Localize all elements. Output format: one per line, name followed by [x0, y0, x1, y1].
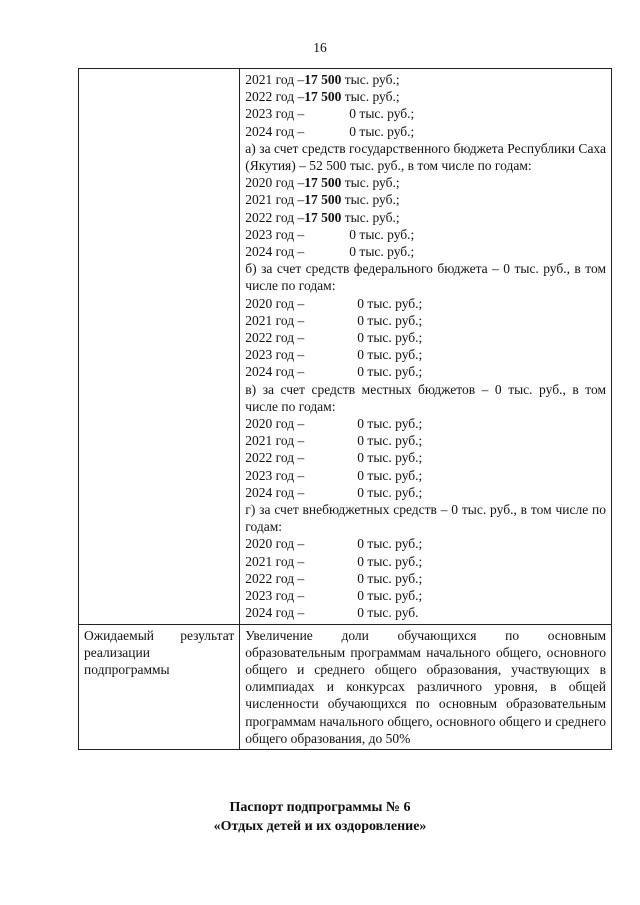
year-unit: тыс. руб.;	[341, 89, 400, 105]
funding-year-line	[245, 243, 606, 260]
year-amount: 17 500	[304, 192, 342, 208]
subprogram-heading-line1: Паспорт подпрограммы № 6	[229, 800, 411, 815]
year-label: 2021 год –	[245, 312, 305, 328]
year-amount: 0	[357, 536, 365, 552]
year-amount: 0	[357, 330, 365, 346]
year-amount: 0	[357, 588, 365, 604]
result-row	[79, 624, 612, 749]
year-unit: тыс. руб.;	[364, 330, 423, 346]
subprogram-heading-line2: «Отдых детей и их оздоровление»	[213, 819, 427, 834]
year-amount: 0	[349, 106, 357, 122]
year-label: 2021 год –	[245, 72, 305, 87]
year-amount: 0	[357, 605, 365, 621]
year-label: 2022 год –	[245, 570, 305, 586]
year-label: 2024 год –	[245, 123, 305, 139]
funding-year-line	[245, 295, 606, 312]
year-label: 2021 год –	[245, 433, 305, 449]
funding-year-line	[245, 484, 606, 501]
year-unit: тыс. руб.;	[341, 175, 400, 191]
result-text: Увеличение доли обучающихся по основным образовательным программам начального общего, основного общего и среднего общего образования, участвующих в олимпиадах и конкурсах различного уровня, в общей численности обучающихся по основным образовательным программам начального общего, основного общего и среднего общего образования, до 50%	[240, 624, 612, 749]
year-label: 2023 год –	[245, 588, 305, 604]
year-amount: 17 500	[304, 175, 342, 191]
year-unit: тыс. руб.;	[364, 347, 423, 363]
year-unit: тыс. руб.;	[364, 450, 423, 466]
funding-year-line	[245, 467, 606, 484]
year-amount: 0	[357, 467, 365, 483]
funding-year-line	[245, 363, 606, 380]
year-unit: тыс. руб.;	[341, 209, 400, 225]
section-a-title: а) за счет средств государственного бюджета Республики Саха (Якутия) – 52 500 тыс. руб., в том числе по годам:	[245, 140, 606, 174]
year-amount: 0	[357, 416, 365, 432]
year-amount: 0	[357, 484, 365, 500]
funding-year-line	[245, 226, 606, 243]
year-amount: 0	[349, 226, 357, 242]
year-unit: тыс. руб.;	[356, 226, 415, 242]
funding-row	[79, 69, 612, 625]
year-unit: тыс. руб.;	[341, 72, 400, 87]
funding-year-line	[245, 587, 606, 604]
section-a-years	[245, 174, 606, 260]
year-unit: тыс. руб.;	[356, 106, 415, 122]
funding-year-line	[245, 312, 606, 329]
year-amount: 17 500	[304, 209, 342, 225]
section-v-years	[245, 415, 606, 501]
year-label: 2021 год –	[245, 553, 305, 569]
year-label: 2020 год –	[245, 416, 305, 432]
year-unit: тыс. руб.;	[364, 364, 423, 380]
year-unit: тыс. руб.;	[364, 553, 423, 569]
year-label: 2022 год –	[245, 330, 305, 346]
year-label: 2022 год –	[245, 209, 305, 225]
funding-year-line	[245, 570, 606, 587]
funding-year-line	[245, 346, 606, 363]
year-amount: 0	[357, 570, 365, 586]
funding-year-line	[245, 191, 606, 208]
section-g-title: г) за счет внебюджетных средств – 0 тыс. руб., в том числе по годам:	[245, 502, 606, 535]
year-label: 2024 год –	[245, 244, 305, 260]
year-amount: 0	[357, 312, 365, 328]
year-label: 2020 год –	[245, 295, 305, 311]
year-label: 2024 год –	[245, 364, 305, 380]
year-unit: тыс. руб.;	[341, 192, 400, 208]
year-amount: 17 500	[304, 72, 342, 87]
year-unit: тыс. руб.;	[364, 588, 423, 604]
funding-year-line	[245, 449, 606, 466]
funding-year-line	[245, 123, 606, 140]
year-label: 2024 год –	[245, 605, 305, 621]
year-unit: тыс. руб.;	[356, 123, 415, 139]
year-amount: 0	[349, 123, 357, 139]
funding-year-line	[245, 535, 606, 552]
funding-year-line	[245, 432, 606, 449]
year-label: 2023 год –	[245, 226, 305, 242]
year-amount: 0	[357, 553, 365, 569]
year-unit: тыс. руб.;	[364, 536, 423, 552]
year-label: 2024 год –	[245, 484, 305, 500]
funding-year-line	[245, 553, 606, 570]
funding-year-line	[245, 105, 606, 122]
top-years-list	[245, 71, 606, 140]
year-amount: 0	[357, 433, 365, 449]
year-amount: 17 500	[304, 89, 342, 105]
funding-year-line	[245, 209, 606, 226]
result-label: Ожидаемый результат реализации подпрограммы	[79, 624, 240, 749]
year-label: 2023 год –	[245, 347, 305, 363]
funding-value-cell	[240, 69, 612, 625]
year-unit: тыс. руб.;	[364, 484, 423, 500]
passport-table	[78, 68, 612, 750]
year-label: 2021 год –	[245, 192, 305, 208]
funding-year-line	[245, 71, 606, 88]
year-label: 2020 год –	[245, 536, 305, 552]
year-label: 2022 год –	[245, 450, 305, 466]
year-unit: тыс. руб.;	[364, 570, 423, 586]
section-b-years	[245, 295, 606, 381]
year-amount: 0	[357, 364, 365, 380]
year-amount: 0	[357, 295, 365, 311]
year-unit: тыс. руб.;	[364, 433, 423, 449]
page-number: 16	[313, 40, 327, 55]
year-unit: тыс. руб.;	[364, 295, 423, 311]
funding-year-line	[245, 604, 606, 621]
year-unit: тыс. руб.;	[364, 467, 423, 483]
year-amount: 0	[357, 347, 365, 363]
year-label: 2022 год –	[245, 89, 305, 105]
year-unit: тыс. руб.;	[356, 244, 415, 260]
section-b-title: б) за счет средств федерального бюджета – 0 тыс. руб., в том числе по годам:	[245, 261, 606, 294]
year-unit: тыс. руб.;	[364, 416, 423, 432]
year-label: 2020 год –	[245, 175, 305, 191]
funding-year-line	[245, 174, 606, 191]
funding-year-line	[245, 88, 606, 105]
year-unit: тыс. руб.	[364, 605, 419, 621]
section-g-years	[245, 535, 606, 621]
funding-year-line	[245, 415, 606, 432]
funding-label-cell	[79, 69, 240, 625]
year-unit: тыс. руб.;	[364, 312, 423, 328]
funding-year-line	[245, 329, 606, 346]
year-amount: 0	[357, 450, 365, 466]
section-v-title: в) за счет средств местных бюджетов – 0 тыс. руб., в том числе по годам:	[245, 381, 606, 414]
year-label: 2023 год –	[245, 106, 305, 122]
year-amount: 0	[349, 244, 357, 260]
year-label: 2023 год –	[245, 467, 305, 483]
